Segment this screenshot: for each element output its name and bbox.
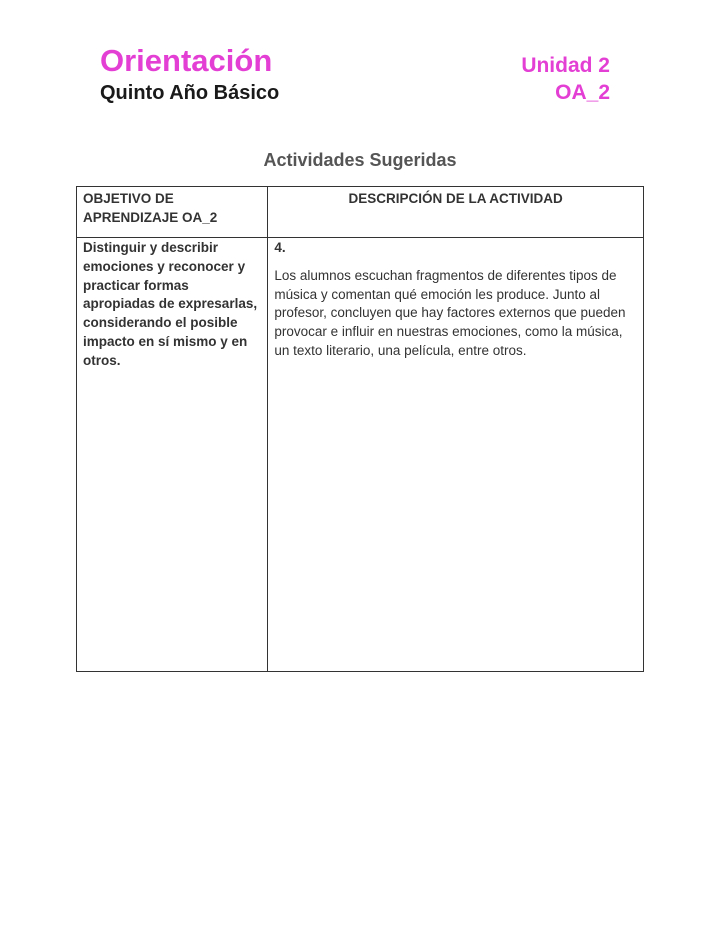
activity-cell — [268, 238, 644, 672]
activity-number: 4. — [274, 240, 286, 255]
table-header-row — [77, 187, 644, 238]
subject-title: Orientación — [100, 43, 273, 78]
unit-label: Unidad 2 — [521, 54, 610, 77]
header-description: DESCRIPCIÓN DE LA ACTIVIDAD — [268, 187, 644, 238]
objective-text: Distinguir y describir emociones y reconocer y practicar formas apropiadas de expresarlas, considerando el posible impacto en sí mismo y en otros. — [77, 238, 268, 672]
section-title: Actividades Sugeridas — [263, 150, 457, 170]
header-objective: OBJETIVO DE APRENDIZAJE OA_2 — [77, 187, 268, 238]
table-row — [77, 238, 644, 672]
grade-label: Quinto Año Básico — [100, 82, 280, 104]
activity-table — [76, 186, 644, 672]
objective-code-label: OA_2 — [555, 81, 610, 104]
activity-description: Los alumnos escuchan fragmentos de diferentes tipos de música y comentan qué emoción les produce. Junto al profesor, concluyen que hay factores externos que pueden provocar e influir en nuestras emociones, como la música, un texto literario, una película, entre otros. — [274, 267, 626, 358]
